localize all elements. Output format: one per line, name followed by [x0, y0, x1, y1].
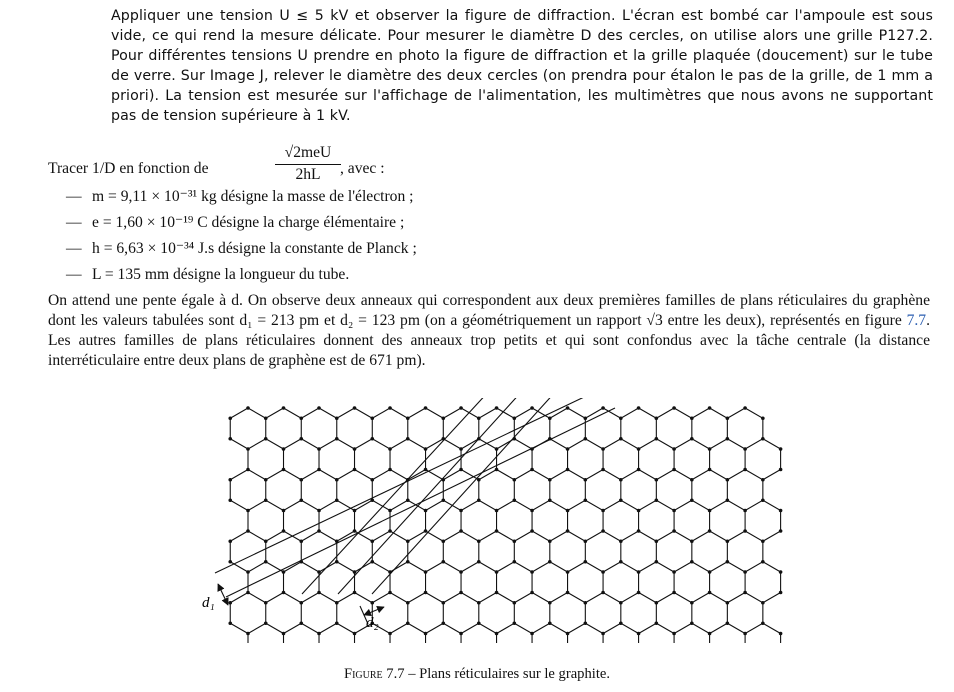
bond-line [443, 593, 461, 603]
bond-line [443, 439, 461, 449]
bond-line [603, 470, 621, 480]
bond-line [532, 562, 550, 572]
paragraph-text: On attend une pente égale à d. On observe deux anneaux qui correspondent aux deux premières familles de plans réticulaires du graphène dont les valeurs tabulées sont d₁ = 213 pm et d₂ = 123 pm (on a géométriquement un rapport √3 entre les deux), représentés en figure [48, 292, 930, 329]
bond-line [568, 623, 586, 633]
plane-line-d2 [338, 398, 523, 594]
bond-line [639, 439, 657, 449]
bond-line [674, 500, 692, 510]
carbon-atom [228, 539, 232, 543]
carbon-atom [228, 498, 232, 502]
carbon-atom [779, 509, 783, 513]
bond-line [656, 623, 674, 633]
bond-line [532, 500, 550, 510]
bond-line [284, 470, 302, 480]
bond-line [621, 593, 639, 603]
bond-line [479, 593, 497, 603]
bond-line [621, 623, 639, 633]
carbon-atom [353, 406, 357, 410]
bond-line [461, 593, 479, 603]
bond-line [230, 470, 248, 480]
carbon-atom [228, 437, 232, 441]
carbon-atom [779, 570, 783, 574]
dash-bullet: — [66, 240, 82, 257]
bond-line [301, 408, 319, 418]
bond-line [266, 593, 284, 603]
graphene-paragraph [48, 291, 930, 371]
bond-line [514, 500, 532, 510]
bond-line [621, 408, 639, 418]
bond-line [603, 593, 621, 603]
bond-line [408, 408, 426, 418]
bond-line [692, 500, 710, 510]
bond-line [745, 623, 763, 633]
bond-line [763, 562, 781, 572]
bond-line [248, 623, 266, 633]
bond-line [426, 593, 444, 603]
figure-caption [0, 664, 954, 684]
bond-line [319, 531, 337, 541]
graphene-lattice-figure [190, 398, 790, 643]
bond-line [319, 470, 337, 480]
bond-line [284, 439, 302, 449]
bond-line [674, 623, 692, 633]
dash-bullet: — [66, 188, 82, 205]
bond-line [710, 470, 728, 480]
bond-line [266, 623, 284, 633]
bond-line [443, 408, 461, 418]
bond-line [727, 408, 745, 418]
caption-prefix: Figure 7.7 [343, 666, 405, 682]
bond-line [585, 470, 603, 480]
bond-line [390, 500, 408, 510]
bond-line [337, 593, 355, 603]
constant-item [66, 265, 417, 291]
bond-line [514, 562, 532, 572]
constant-text: L = 135 mm désigne la longueur du tube. [92, 266, 350, 283]
bond-line [479, 562, 497, 572]
bond-line [248, 439, 266, 449]
bond-line [727, 470, 745, 480]
bond-line [532, 593, 550, 603]
bond-line [621, 500, 639, 510]
bond-line [372, 408, 390, 418]
bond-line [603, 623, 621, 633]
bond-line [639, 562, 657, 572]
bond-line [727, 439, 745, 449]
bond-line [301, 439, 319, 449]
bond-line [337, 623, 355, 633]
bond-line [692, 470, 710, 480]
bond-line [568, 408, 586, 418]
bond-line [266, 408, 284, 418]
carbon-atom [743, 406, 747, 410]
bond-line [319, 562, 337, 572]
bond-line [461, 408, 479, 418]
bond-line [763, 470, 781, 480]
bond-line [319, 500, 337, 510]
d1-arrow [218, 584, 228, 605]
bond-line [337, 500, 355, 510]
carbon-atom [566, 406, 570, 410]
constant-item [66, 187, 417, 213]
bond-line [443, 562, 461, 572]
bond-line [390, 408, 408, 418]
carbon-atom [317, 406, 321, 410]
fraction-numerator: √2meU [284, 144, 332, 161]
bond-line [230, 562, 248, 572]
bond-line [656, 470, 674, 480]
bond-line [390, 623, 408, 633]
carbon-atom [495, 406, 499, 410]
bond-line [550, 439, 568, 449]
bond-line [585, 593, 603, 603]
bond-line [639, 593, 657, 603]
bond-line [763, 593, 781, 603]
carbon-atom [779, 529, 783, 533]
constant-text: m = 9,11 × 10⁻³¹ kg désigne la masse de l'électron ; [92, 188, 414, 205]
bond-line [727, 562, 745, 572]
bond-line [674, 439, 692, 449]
caption-text: – Plans réticulaires sur le graphite. [404, 666, 611, 682]
bond-line [284, 562, 302, 572]
bond-line [461, 623, 479, 633]
bond-line [710, 500, 728, 510]
bond-line [745, 439, 763, 449]
bond-line [372, 562, 390, 572]
bond-line [656, 500, 674, 510]
carbon-atom [228, 621, 232, 625]
paragraph-text: . Les autres familles de plans réticulaires donnent des anneaux trop petits et qui sont confondus avec la tâche centrale (la distance interréticulaire entre deux plans de graphène est de 671 pm). [48, 312, 930, 369]
bond-line [461, 562, 479, 572]
carbon-atom [672, 406, 676, 410]
bond-line [461, 439, 479, 449]
carbon-atom [637, 406, 641, 410]
constant-text: e = 1,60 × 10⁻¹⁹ C désigne la charge élémentaire ; [92, 214, 405, 231]
bond-line [479, 500, 497, 510]
bond-line [248, 500, 266, 510]
bond-line [390, 439, 408, 449]
carbon-atom [282, 406, 286, 410]
bond-line [319, 408, 337, 418]
bond-line [550, 562, 568, 572]
bond-line [585, 531, 603, 541]
bond-line [284, 500, 302, 510]
d1-label: d₁ [202, 595, 215, 611]
bond-line [266, 439, 284, 449]
bond-line [763, 439, 781, 449]
bond-line [550, 531, 568, 541]
bond-line [674, 408, 692, 418]
bond-line [656, 408, 674, 418]
bond-line [532, 470, 550, 480]
bond-line [248, 531, 266, 541]
bond-line [585, 562, 603, 572]
constants-list [66, 187, 417, 291]
constant-text: h = 6,63 × 10⁻³⁴ J.s désigne la constante de Planck ; [92, 240, 417, 257]
bond-line [266, 470, 284, 480]
bond-line [639, 500, 657, 510]
bond-line [710, 562, 728, 572]
plot-instruction-tail: , avec : [340, 160, 385, 177]
bond-line [372, 470, 390, 480]
bond-line [639, 470, 657, 480]
bond-line [390, 531, 408, 541]
carbon-atom [228, 601, 232, 605]
bond-line [426, 623, 444, 633]
plot-instruction-lead: Tracer 1/D en fonction de [48, 160, 209, 177]
bond-line [727, 531, 745, 541]
bond-line [479, 623, 497, 633]
bond-line [639, 531, 657, 541]
carbon-atom [530, 406, 534, 410]
bond-line [355, 562, 373, 572]
bond-line [355, 439, 373, 449]
bond-line [443, 531, 461, 541]
bond-line [248, 408, 266, 418]
bond-line [479, 531, 497, 541]
bond-line [372, 439, 390, 449]
plot-instruction [48, 144, 748, 189]
bond-line [710, 408, 728, 418]
bond-line [443, 623, 461, 633]
bond-line [301, 470, 319, 480]
bond-line [497, 623, 515, 633]
bond-line [656, 531, 674, 541]
bond-line [301, 531, 319, 541]
bond-line [319, 593, 337, 603]
bond-line [497, 500, 515, 510]
bond-line [568, 562, 586, 572]
bond-line [727, 623, 745, 633]
carbon-atom [246, 406, 250, 410]
bond-line [408, 623, 426, 633]
bond-line [621, 439, 639, 449]
bond-line [426, 562, 444, 572]
bond-line [230, 500, 248, 510]
bond-line [550, 593, 568, 603]
plane-line-d2 [372, 398, 557, 594]
bond-line [355, 593, 373, 603]
carbon-atom [388, 406, 392, 410]
bond-line [727, 500, 745, 510]
carbon-atom [779, 591, 783, 595]
bond-line [301, 623, 319, 633]
bond-line [763, 500, 781, 510]
bond-line [319, 439, 337, 449]
bond-line [355, 408, 373, 418]
bond-line [745, 531, 763, 541]
bond-line [568, 439, 586, 449]
hexagonal-lattice [228, 406, 782, 643]
bond-line [426, 408, 444, 418]
bond-line [408, 531, 426, 541]
plane-line-d1 [215, 398, 603, 573]
bond-line [390, 593, 408, 603]
bond-line [568, 531, 586, 541]
bond-line [550, 500, 568, 510]
carbon-atom [779, 632, 783, 636]
bond-line [355, 470, 373, 480]
bond-line [301, 562, 319, 572]
bond-line [301, 500, 319, 510]
carbon-atom [424, 406, 428, 410]
bond-line [585, 500, 603, 510]
bond-line [603, 562, 621, 572]
bond-line [621, 531, 639, 541]
bond-line [230, 623, 248, 633]
bond-line [514, 408, 532, 418]
bond-line [514, 439, 532, 449]
constant-item [66, 213, 417, 239]
bond-line [284, 623, 302, 633]
constant-item [66, 239, 417, 265]
bond-line [763, 623, 781, 633]
bond-line [230, 531, 248, 541]
bond-line [656, 593, 674, 603]
carbon-atom [601, 406, 605, 410]
bond-line [639, 408, 657, 418]
carbon-atom [779, 468, 783, 472]
carbon-atom [228, 478, 232, 482]
bond-line [514, 593, 532, 603]
carbon-atom [459, 406, 463, 410]
bond-line [514, 531, 532, 541]
bond-line [745, 470, 763, 480]
bond-line [710, 623, 728, 633]
bond-line [497, 562, 515, 572]
dash-bullet: — [66, 214, 82, 231]
bond-line [692, 531, 710, 541]
bond-line [585, 623, 603, 633]
bond-line [568, 593, 586, 603]
bond-line [248, 593, 266, 603]
bond-line [603, 531, 621, 541]
intro-paragraph: Appliquer une tension U ≤ 5 kV et observer la figure de diffraction. L'écran est bombé car l'ampoule est sous vide, ce qui rend la mesure délicate. Pour mesurer le diamètre D des cercles, on utilise alors une grille P127.2. Pour différentes tensions U prendre en photo la figure de diffraction et la grille plaquée (doucement) sur le tube de verre. Sur Image J, relever le diamètre des deux cercles (on prendra pour étalon le pas de la grille, de 1 mm a priori). La tension est mesurée sur l'affichage de l'alimentation, les multimètres que nous avons ne supportant pas de tension supérieure à 1 kV. [111, 8, 933, 125]
bond-line [621, 562, 639, 572]
bond-line [514, 470, 532, 480]
bond-line [763, 531, 781, 541]
bond-line [266, 531, 284, 541]
carbon-atom [761, 416, 765, 420]
bond-line [497, 531, 515, 541]
bond-line [692, 562, 710, 572]
bond-line [408, 562, 426, 572]
bond-line [284, 408, 302, 418]
bond-line [532, 623, 550, 633]
bond-line [710, 439, 728, 449]
bond-line [319, 623, 337, 633]
bond-line [230, 408, 248, 418]
carbon-atom [228, 416, 232, 420]
bond-line [301, 593, 319, 603]
bond-line [621, 470, 639, 480]
bond-line [532, 408, 550, 418]
bond-line [745, 593, 763, 603]
carbon-atom [779, 447, 783, 451]
bond-line [284, 593, 302, 603]
bond-line [497, 470, 515, 480]
bond-line [532, 531, 550, 541]
bond-line [550, 470, 568, 480]
bond-line [479, 470, 497, 480]
bond-line [568, 470, 586, 480]
bond-line [710, 593, 728, 603]
bond-line [568, 500, 586, 510]
bond-line [692, 593, 710, 603]
bond-line [497, 593, 515, 603]
d2-label: d₂ [366, 615, 379, 631]
bond-line [337, 562, 355, 572]
bond-line [674, 562, 692, 572]
bond-line [656, 562, 674, 572]
bond-line [355, 531, 373, 541]
bond-line [408, 593, 426, 603]
bond-line [248, 470, 266, 480]
bond-line [745, 500, 763, 510]
fraction [273, 143, 343, 185]
dash-bullet: — [66, 266, 82, 283]
bond-line [692, 408, 710, 418]
bond-line [727, 593, 745, 603]
bond-line [337, 470, 355, 480]
bond-line [674, 593, 692, 603]
bond-line [372, 593, 390, 603]
bond-line [585, 408, 603, 418]
bond-line [674, 531, 692, 541]
bond-line [656, 439, 674, 449]
bond-line [408, 470, 426, 480]
bond-line [337, 439, 355, 449]
bond-line [639, 623, 657, 633]
bond-line [585, 439, 603, 449]
figure-reference-link[interactable]: 7.7 [906, 312, 927, 329]
bond-line [230, 439, 248, 449]
bond-line [266, 500, 284, 510]
bond-line [337, 408, 355, 418]
bond-line [390, 470, 408, 480]
bond-line [479, 408, 497, 418]
bond-line [550, 623, 568, 633]
carbon-atom [708, 406, 712, 410]
bond-line [461, 500, 479, 510]
bond-line [426, 500, 444, 510]
bond-line [514, 623, 532, 633]
bond-line [692, 439, 710, 449]
bond-line [408, 439, 426, 449]
bond-line [745, 562, 763, 572]
bond-line [603, 439, 621, 449]
d2-arrow [364, 607, 384, 615]
bond-line [461, 531, 479, 541]
bond-line [745, 408, 763, 418]
bond-line [692, 623, 710, 633]
bond-line [248, 562, 266, 572]
carbon-atom [228, 560, 232, 564]
bond-line [603, 500, 621, 510]
plane-line-d2 [302, 398, 490, 594]
bond-line [674, 470, 692, 480]
fraction-denominator: 2hL [295, 166, 321, 183]
bond-line [710, 531, 728, 541]
